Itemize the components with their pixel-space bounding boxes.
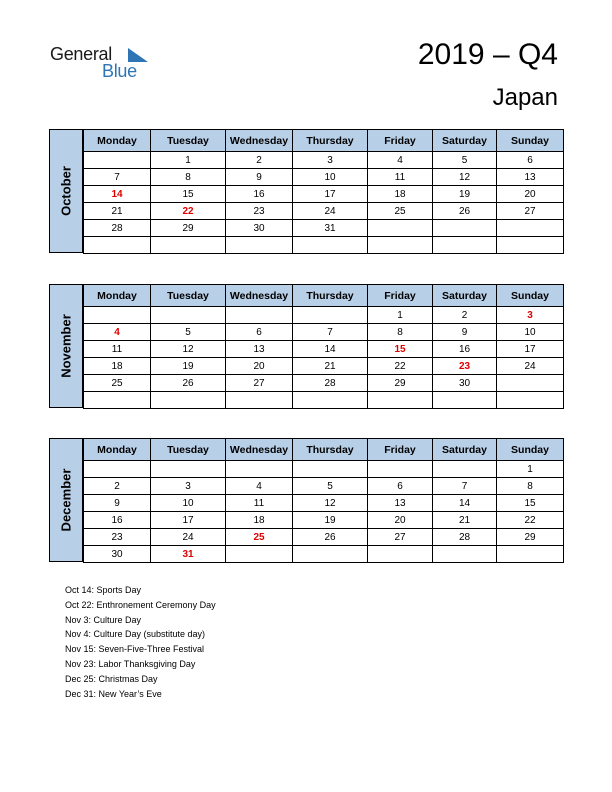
week-row	[84, 341, 564, 358]
date-cell: 26	[293, 529, 368, 546]
week-row	[84, 529, 564, 546]
month-label	[49, 284, 83, 408]
date-cell: 30	[433, 375, 497, 392]
date-cell: 23	[226, 203, 293, 220]
weekday-header: Tuesday	[151, 285, 226, 307]
date-cell: 4	[226, 478, 293, 495]
empty-cell	[151, 392, 226, 409]
week-row	[84, 324, 564, 341]
date-cell: 29	[497, 529, 564, 546]
empty-cell	[368, 237, 433, 254]
holiday-date-cell: 23	[433, 358, 497, 375]
weekday-header: Monday	[84, 285, 151, 307]
weekday-header: Friday	[368, 285, 433, 307]
date-cell: 7	[433, 478, 497, 495]
date-cell: 2	[226, 152, 293, 169]
date-cell: 24	[497, 358, 564, 375]
week-row	[84, 220, 564, 237]
date-cell: 8	[497, 478, 564, 495]
weekday-header: Monday	[84, 130, 151, 152]
date-cell: 25	[84, 375, 151, 392]
date-cell: 18	[368, 186, 433, 203]
holiday-item: Dec 25: Christmas Day	[65, 673, 158, 684]
empty-cell	[293, 546, 368, 563]
week-row	[84, 307, 564, 324]
date-cell: 12	[293, 495, 368, 512]
date-cell: 10	[151, 495, 226, 512]
date-cell: 26	[151, 375, 226, 392]
date-cell: 27	[226, 375, 293, 392]
date-cell: 9	[84, 495, 151, 512]
weekday-header: Sunday	[497, 285, 564, 307]
date-cell: 5	[433, 152, 497, 169]
holiday-item: Nov 15: Seven-Five-Three Festival	[65, 644, 205, 655]
date-cell: 28	[433, 529, 497, 546]
date-cell: 6	[368, 478, 433, 495]
date-cell: 7	[84, 169, 151, 186]
empty-cell	[84, 237, 151, 254]
date-cell: 9	[226, 169, 293, 186]
empty-cell	[151, 461, 226, 478]
date-cell: 11	[84, 341, 151, 358]
empty-cell	[226, 237, 293, 254]
empty-cell	[497, 392, 564, 409]
date-cell: 18	[84, 358, 151, 375]
empty-cell	[151, 307, 226, 324]
weekday-header-row	[84, 285, 564, 307]
empty-cell	[226, 392, 293, 409]
empty-cell	[433, 392, 497, 409]
date-cell: 10	[497, 324, 564, 341]
month-name: December	[58, 468, 74, 532]
empty-cell	[433, 220, 497, 237]
month-label	[49, 129, 83, 253]
weekday-header: Thursday	[293, 130, 368, 152]
date-cell: 30	[226, 220, 293, 237]
weekday-header: Sunday	[497, 439, 564, 461]
date-cell: 18	[226, 512, 293, 529]
empty-cell	[151, 237, 226, 254]
date-cell: 8	[151, 169, 226, 186]
date-cell: 24	[151, 529, 226, 546]
empty-cell	[497, 546, 564, 563]
weekday-header: Tuesday	[151, 130, 226, 152]
empty-cell	[497, 237, 564, 254]
holiday-item: Nov 4: Culture Day (substitute day)	[65, 629, 206, 640]
date-cell: 19	[151, 358, 226, 375]
empty-cell	[368, 392, 433, 409]
date-cell: 15	[151, 186, 226, 203]
date-cell: 28	[293, 375, 368, 392]
date-cell: 20	[497, 186, 564, 203]
empty-cell	[497, 375, 564, 392]
weekday-header: Saturday	[433, 130, 497, 152]
date-cell: 20	[368, 512, 433, 529]
date-cell: 1	[497, 461, 564, 478]
month-name: October	[58, 166, 74, 216]
weekday-header: Friday	[368, 130, 433, 152]
date-cell: 16	[433, 341, 497, 358]
week-row	[84, 375, 564, 392]
holiday-item: Oct 22: Enthronement Ceremony Day	[65, 599, 216, 610]
date-cell: 3	[151, 478, 226, 495]
date-cell: 25	[368, 203, 433, 220]
holiday-item: Oct 14: Sports Day	[65, 585, 142, 595]
date-cell: 1	[368, 307, 433, 324]
week-row	[84, 186, 564, 203]
weekday-header-row	[84, 130, 564, 152]
holiday-date-cell: 25	[226, 529, 293, 546]
weekday-header: Thursday	[293, 439, 368, 461]
date-cell: 16	[84, 512, 151, 529]
holiday-date-cell: 15	[368, 341, 433, 358]
week-row	[84, 392, 564, 409]
date-cell: 29	[151, 220, 226, 237]
date-cell: 7	[293, 324, 368, 341]
month-grid	[83, 438, 564, 563]
week-row	[84, 512, 564, 529]
date-cell: 17	[151, 512, 226, 529]
weekday-header: Wednesday	[226, 130, 293, 152]
empty-cell	[293, 461, 368, 478]
holiday-date-cell: 14	[84, 186, 151, 203]
date-cell: 27	[497, 203, 564, 220]
holiday-date-cell: 4	[84, 324, 151, 341]
empty-cell	[84, 392, 151, 409]
weekday-header: Monday	[84, 439, 151, 461]
empty-cell	[368, 461, 433, 478]
holiday-item: Nov 23: Labor Thanksgiving Day	[65, 658, 196, 669]
weekday-header-row	[84, 439, 564, 461]
date-cell: 19	[293, 512, 368, 529]
date-cell: 6	[226, 324, 293, 341]
date-cell: 24	[293, 203, 368, 220]
date-cell: 14	[293, 341, 368, 358]
date-cell: 13	[497, 169, 564, 186]
weekday-header: Tuesday	[151, 439, 226, 461]
date-cell: 13	[226, 341, 293, 358]
weekday-header: Saturday	[433, 439, 497, 461]
date-cell: 21	[293, 358, 368, 375]
date-cell: 28	[84, 220, 151, 237]
date-cell: 20	[226, 358, 293, 375]
week-row	[84, 478, 564, 495]
week-row	[84, 358, 564, 375]
date-cell: 6	[497, 152, 564, 169]
date-cell: 15	[497, 495, 564, 512]
empty-cell	[497, 220, 564, 237]
empty-cell	[368, 546, 433, 563]
date-cell: 12	[151, 341, 226, 358]
date-cell: 2	[433, 307, 497, 324]
weekday-header: Wednesday	[226, 439, 293, 461]
weekday-header: Thursday	[293, 285, 368, 307]
month-label	[49, 438, 83, 562]
week-row	[84, 169, 564, 186]
empty-cell	[293, 307, 368, 324]
week-row	[84, 495, 564, 512]
empty-cell	[84, 461, 151, 478]
date-cell: 4	[368, 152, 433, 169]
date-cell: 9	[433, 324, 497, 341]
empty-cell	[433, 461, 497, 478]
month-grid	[83, 284, 564, 409]
month-name: November	[58, 314, 74, 378]
weekday-header: Saturday	[433, 285, 497, 307]
empty-cell	[368, 220, 433, 237]
week-row	[84, 237, 564, 254]
empty-cell	[84, 307, 151, 324]
date-cell: 5	[293, 478, 368, 495]
logo-general-text: General	[50, 44, 112, 64]
country-name: Japan	[492, 84, 558, 111]
date-cell: 11	[368, 169, 433, 186]
empty-cell	[293, 237, 368, 254]
logo-flag-icon	[128, 48, 148, 62]
month-grid	[83, 129, 564, 254]
date-cell: 17	[293, 186, 368, 203]
week-row	[84, 152, 564, 169]
date-cell: 11	[226, 495, 293, 512]
empty-cell	[293, 392, 368, 409]
date-cell: 21	[433, 512, 497, 529]
weekday-header: Friday	[368, 439, 433, 461]
date-cell: 23	[84, 529, 151, 546]
date-cell: 8	[368, 324, 433, 341]
date-cell: 3	[293, 152, 368, 169]
date-cell: 29	[368, 375, 433, 392]
date-cell: 16	[226, 186, 293, 203]
date-cell: 10	[293, 169, 368, 186]
date-cell: 22	[497, 512, 564, 529]
date-cell: 19	[433, 186, 497, 203]
holiday-date-cell: 22	[151, 203, 226, 220]
date-cell: 31	[293, 220, 368, 237]
week-row	[84, 546, 564, 563]
weekday-header: Wednesday	[226, 285, 293, 307]
holiday-date-cell: 31	[151, 546, 226, 563]
empty-cell	[84, 152, 151, 169]
date-cell: 12	[433, 169, 497, 186]
date-cell: 17	[497, 341, 564, 358]
empty-cell	[226, 307, 293, 324]
holiday-item: Dec 31: New Year’s Eve	[65, 688, 162, 699]
week-row	[84, 461, 564, 478]
empty-cell	[433, 237, 497, 254]
week-row	[84, 203, 564, 220]
logo-blue-text: Blue	[102, 61, 137, 81]
empty-cell	[226, 546, 293, 563]
date-cell: 2	[84, 478, 151, 495]
date-cell: 22	[368, 358, 433, 375]
date-cell: 27	[368, 529, 433, 546]
date-cell: 13	[368, 495, 433, 512]
date-cell: 5	[151, 324, 226, 341]
holiday-item: Nov 3: Culture Day	[65, 614, 142, 625]
holiday-date-cell: 3	[497, 307, 564, 324]
logo	[50, 44, 150, 80]
date-cell: 14	[433, 495, 497, 512]
weekday-header: Sunday	[497, 130, 564, 152]
page-title: 2019 – Q4	[417, 38, 558, 71]
date-cell: 30	[84, 546, 151, 563]
date-cell: 26	[433, 203, 497, 220]
date-cell: 21	[84, 203, 151, 220]
date-cell: 1	[151, 152, 226, 169]
empty-cell	[433, 546, 497, 563]
empty-cell	[226, 461, 293, 478]
holiday-list	[65, 583, 216, 701]
